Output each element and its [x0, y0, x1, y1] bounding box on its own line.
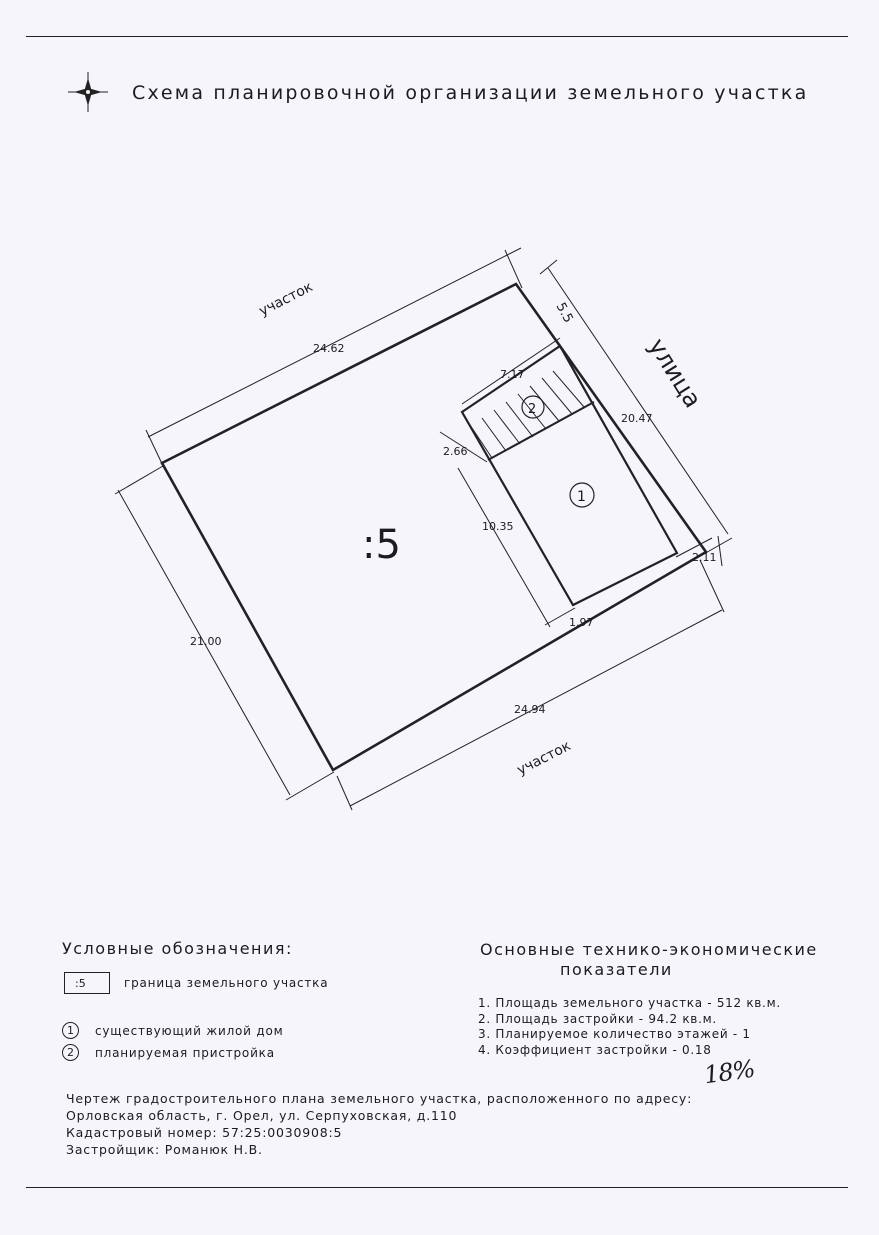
dim-setback-bottom: 1.97 — [569, 616, 594, 629]
footer-line-developer: Застройщик: Романюк Н.В. — [66, 1142, 263, 1157]
neighbor-label-bottom: участок — [514, 737, 574, 779]
dim-bottom-side: 24.94 — [514, 703, 546, 716]
neighbor-label-top: участок — [256, 278, 316, 320]
indicator-item: 2. Площадь застройки - 94.2 кв.м. — [478, 1011, 717, 1026]
dimension-lines — [115, 248, 732, 810]
building-outline — [462, 346, 677, 605]
dim-left-side: 21.00 — [190, 635, 222, 648]
legend-plot-boundary: граница земельного участка — [124, 976, 329, 990]
extension-hatch — [470, 371, 584, 458]
indicators-list — [478, 996, 781, 1058]
dim-setback-right: 2.11 — [692, 551, 717, 564]
legend-item1-marker: 1 — [62, 1022, 79, 1039]
footer-line-cadastral: Кадастровый номер: 57:25:0030908:5 — [66, 1125, 343, 1140]
dim-house-depth: 10.35 — [482, 520, 514, 533]
indicators-heading-line2: показатели — [560, 960, 673, 979]
dim-top-side: 24.62 — [313, 342, 345, 355]
dim-extension-depth: 2.66 — [443, 445, 468, 458]
footer-line-address: Орловская область, г. Орел, ул. Серпуховская, д.110 — [66, 1108, 458, 1123]
legend-item2-marker: 2 — [62, 1044, 79, 1061]
indicator-item: 3. Планируемое количество этажей - 1 — [478, 1027, 751, 1041]
dim-setback-street: 5.5 — [552, 300, 576, 326]
dim-extension-width: 7.17 — [500, 368, 525, 381]
footer-line-drawing: Чертеж градостроительного плана земельного участка, расположенного по адресу: — [66, 1091, 693, 1106]
legend-plot-symbol: :5 — [64, 972, 110, 994]
plot-label: :5 — [362, 522, 401, 568]
building-2-marker: 2 — [528, 402, 537, 417]
indicators-heading — [480, 940, 840, 980]
indicator-item: 1. Площадь земельного участка - 512 кв.м. — [478, 996, 781, 1010]
page-title: Схема планировочной организации земельного участка — [132, 82, 809, 104]
extension-division-line — [488, 402, 594, 460]
parcel-boundary — [162, 284, 706, 770]
dim-right-side: 20.47 — [621, 412, 653, 425]
legend-heading: Условные обозначения: — [62, 939, 293, 958]
street-label: улица — [642, 333, 708, 413]
indicators-heading-line1: Основные технико-экономические — [480, 940, 818, 959]
legend-item2: планируемая пристройка — [95, 1046, 275, 1060]
building-1-marker: 1 — [577, 489, 586, 505]
legend-item1: существующий жилой дом — [95, 1024, 284, 1038]
footer-info — [66, 1090, 692, 1158]
handwritten-note: 18% — [702, 1054, 757, 1090]
indicator-item: 4. Коэффициент застройки - 0.18 — [478, 1042, 712, 1057]
